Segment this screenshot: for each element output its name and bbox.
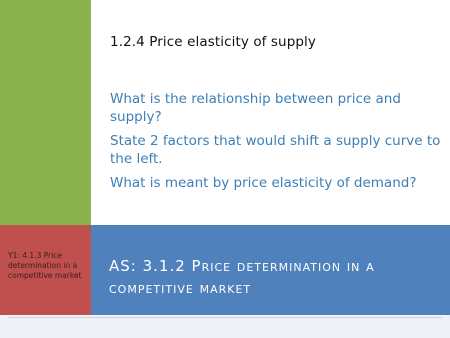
slide-content: [91, 0, 450, 225]
decorative-green-panel: [0, 0, 91, 225]
title-banner: [91, 225, 450, 315]
side-note-box: [0, 225, 91, 315]
question-item: State 2 factors that would shift a supply curve to the left.: [110, 133, 441, 167]
footer-divider: [8, 317, 442, 318]
side-note-text: Y1: 4.1.3 Price determination in a competitive market: [8, 251, 82, 280]
slide-title: AS: 3.1.2 Price determination in a competitive market: [109, 257, 375, 297]
question-list: [110, 90, 445, 198]
question-item: What is the relationship between price and supply?: [110, 91, 401, 125]
slide-heading: 1.2.4 Price elasticity of supply: [110, 34, 316, 50]
question-item: What is meant by price elasticity of demand?: [110, 175, 417, 191]
footer-strip: [0, 315, 450, 338]
